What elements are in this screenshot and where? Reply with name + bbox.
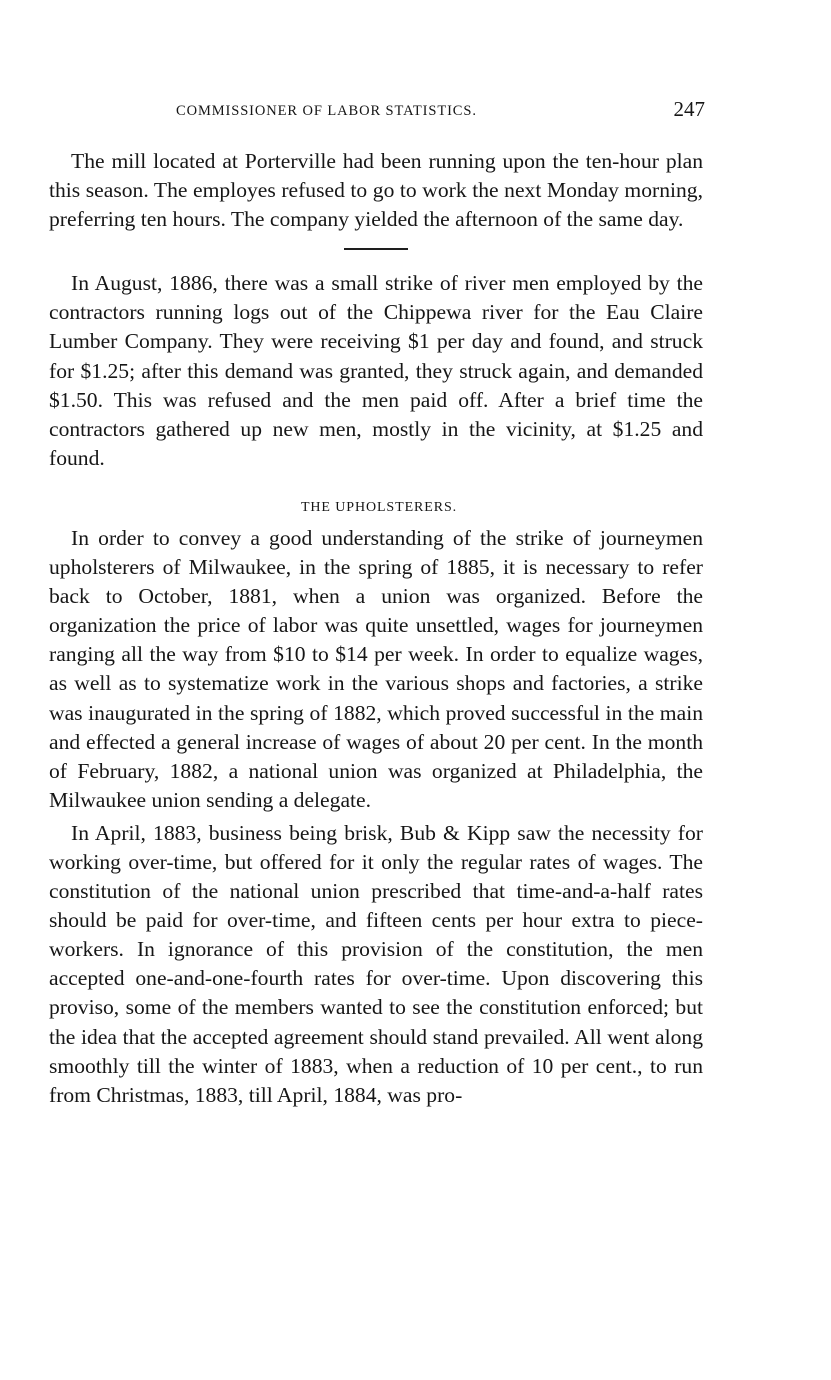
section-heading: THE UPHOLSTERERS.: [300, 499, 458, 515]
paragraph-upholsterers-union: In order to convey a good understanding of the strike of journeymen upholsterers of Milwaukee, in the spring of 1885, it is necessary to refer back to October, 1881, when a union was organized. Before the organization the price of labor was quite unsettled, wages for journeymen ranging all the way from $10 to $14 per week. In order to equalize wages, as well as to systematize work in the various shops and factories, a strike was inaugurated in the spring of 1882, which proved successful in the main and effected a general increase of wages of about 20 per cent. In the month of February, 1882, a national union was organized at Philadelphia, the Milwaukee union sending a delegate.: [49, 525, 703, 812]
section-divider: [344, 248, 408, 250]
book-page: [49, 95, 703, 1110]
running-title: COMMISSIONER OF LABOR STATISTICS.: [176, 103, 477, 119]
page-number: 247: [673, 97, 705, 121]
paragraph-river-men-strike: In August, 1886, there was a small strike of river men employed by the contractors running logs out of the Chippewa river for the Eau Claire Lumber Company. They were receiving $1 per day and found, and struck for $1.25; after this demand was granted, they struck again, and demanded $1.50. This was refused and the men paid off. After a brief time the contractors gathered up new men, mostly in the vicinity, at $1.25 and found.: [49, 271, 703, 470]
paragraph-bub-kipp-overtime: In April, 1883, business being brisk, Bub & Kipp saw the necessity for working over-time, but offered for it only the regular rates of wages. The constitution of the national union prescribed that time-and-a-half rates should be paid for over-time, and fifteen cents per hour extra to pieceworkers. In ignorance of this provision of the constitution, the men accepted one-and-one-fourth rates for over-time. Upon discovering this proviso, some of the members wanted to see the constitution enforced; but the idea that the accepted agreement should stand prevailed. All went along smoothly till the winter of 1883, when a reduction of 10 per cent., to run from Christmas, 1883, till April, 1884, was pro-: [49, 820, 703, 1107]
paragraph-porterville-mill: The mill located at Porterville had been running upon the ten-hour plan this season. The employes refused to go to work the next Monday morning, preferring ten hours. The company yielded the afternoon of the same day.: [49, 149, 703, 232]
running-head: [49, 95, 703, 129]
